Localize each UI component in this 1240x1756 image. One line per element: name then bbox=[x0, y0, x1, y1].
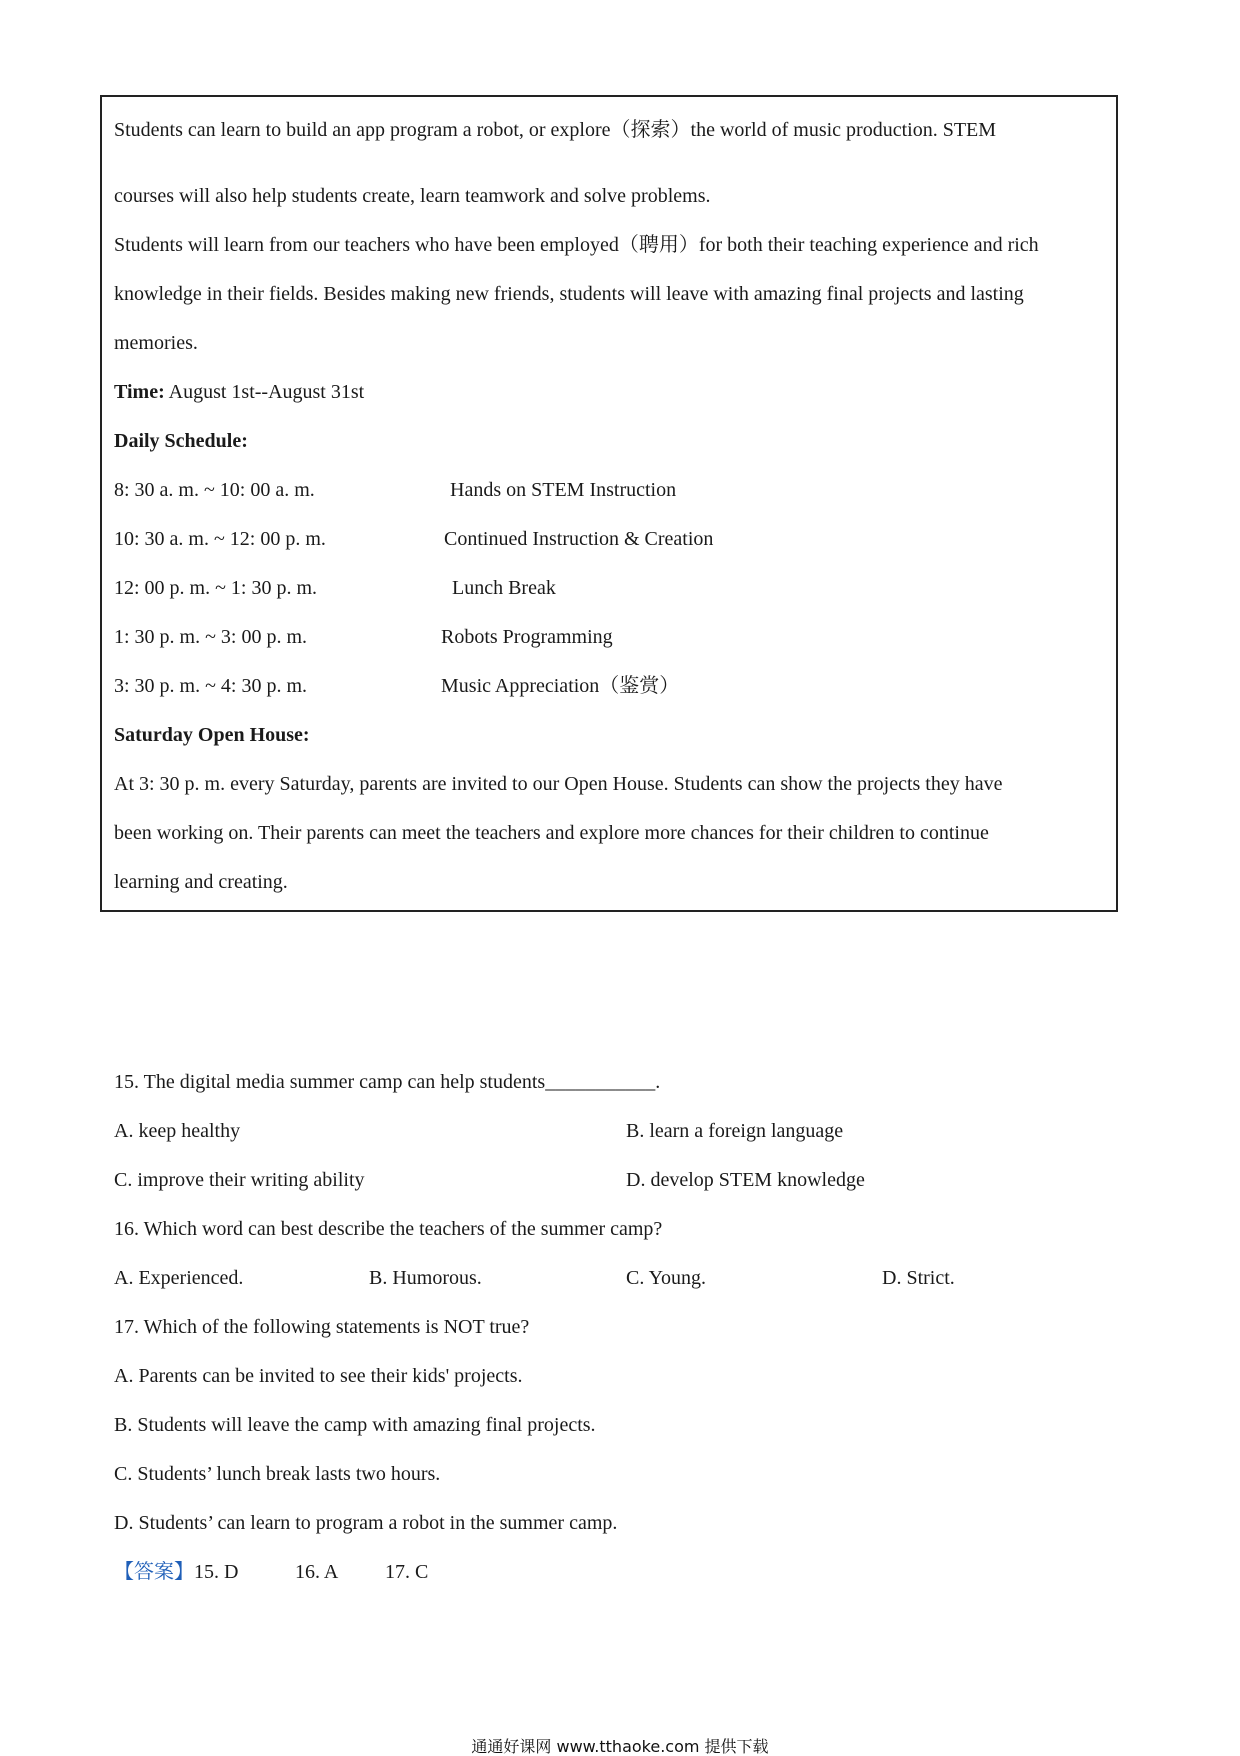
passage-text: Students will learn from our teachers who have been employed（聘用）for both their teaching experience and rich bbox=[114, 234, 1039, 256]
time-line bbox=[114, 380, 364, 404]
passage-text: been working on. Their parents can meet the teachers and explore more chances for their children to continue bbox=[114, 822, 989, 844]
schedule-activity: Continued Instruction & Creation bbox=[444, 528, 714, 550]
passage-text: knowledge in their fields. Besides making new friends, students will leave with amazing final projects and lasting bbox=[114, 283, 1024, 305]
option-a: A. Experienced. bbox=[114, 1267, 244, 1289]
option-c: C. Students’ lunch break lasts two hours. bbox=[114, 1463, 441, 1485]
option-b: B. Students will leave the camp with amazing final projects. bbox=[114, 1414, 596, 1436]
answer-line bbox=[114, 1560, 238, 1584]
option-c: C. improve their writing ability bbox=[114, 1169, 365, 1191]
option-a: A. keep healthy bbox=[114, 1120, 241, 1142]
schedule-activity: Lunch Break bbox=[452, 577, 556, 599]
schedule-time: 12: 00 p. m. ~ 1: 30 p. m. bbox=[114, 577, 318, 599]
answer-15: 15. D bbox=[194, 1561, 239, 1583]
passage-text: memories. bbox=[114, 332, 198, 354]
schedule-time: 1: 30 p. m. ~ 3: 00 p. m. bbox=[114, 626, 308, 648]
passage-text: courses will also help students create, learn teamwork and solve problems. bbox=[114, 185, 711, 207]
schedule-time: 8: 30 a. m. ~ 10: 00 a. m. bbox=[114, 479, 315, 501]
option-c: C. Young. bbox=[626, 1267, 707, 1289]
passage-text: At 3: 30 p. m. every Saturday, parents are invited to our Open House. Students can show the projects they have bbox=[114, 773, 1003, 795]
schedule-heading: Daily Schedule: bbox=[114, 430, 248, 452]
option-b: B. Humorous. bbox=[369, 1267, 482, 1289]
time-value: August 1st--August 31st bbox=[164, 381, 365, 403]
question-stem: 15. The digital media summer camp can help students___________. bbox=[114, 1071, 661, 1093]
page-footer: 通通好课网 www.tthaoke.com 提供下载 bbox=[471, 1737, 769, 1756]
answer-17: 17. C bbox=[385, 1561, 429, 1583]
passage-text: learning and creating. bbox=[114, 871, 288, 893]
question-stem: 16. Which word can best describe the teachers of the summer camp? bbox=[114, 1218, 663, 1240]
schedule-activity: Hands on STEM Instruction bbox=[450, 479, 677, 501]
option-d: D. Strict. bbox=[882, 1267, 955, 1289]
answer-label: 【答案】 bbox=[114, 1561, 194, 1583]
schedule-time: 10: 30 a. m. ~ 12: 00 p. m. bbox=[114, 528, 326, 550]
option-b: B. learn a foreign language bbox=[626, 1120, 844, 1142]
option-d: D. develop STEM knowledge bbox=[626, 1169, 865, 1191]
option-d: D. Students’ can learn to program a robot in the summer camp. bbox=[114, 1512, 618, 1534]
option-a: A. Parents can be invited to see their kids' projects. bbox=[114, 1365, 523, 1387]
question-stem: 17. Which of the following statements is NOT true? bbox=[114, 1316, 530, 1338]
passage-text: Students can learn to build an app program a robot, or explore（探索）the world of music production. STEM bbox=[114, 119, 997, 141]
schedule-activity: Robots Programming bbox=[441, 626, 613, 648]
time-label: Time: bbox=[114, 381, 165, 403]
schedule-time: 3: 30 p. m. ~ 4: 30 p. m. bbox=[114, 675, 308, 697]
answer-16: 16. A bbox=[295, 1561, 339, 1583]
schedule-activity: Music Appreciation（鉴赏） bbox=[441, 675, 680, 697]
open-house-heading: Saturday Open House: bbox=[114, 724, 310, 746]
